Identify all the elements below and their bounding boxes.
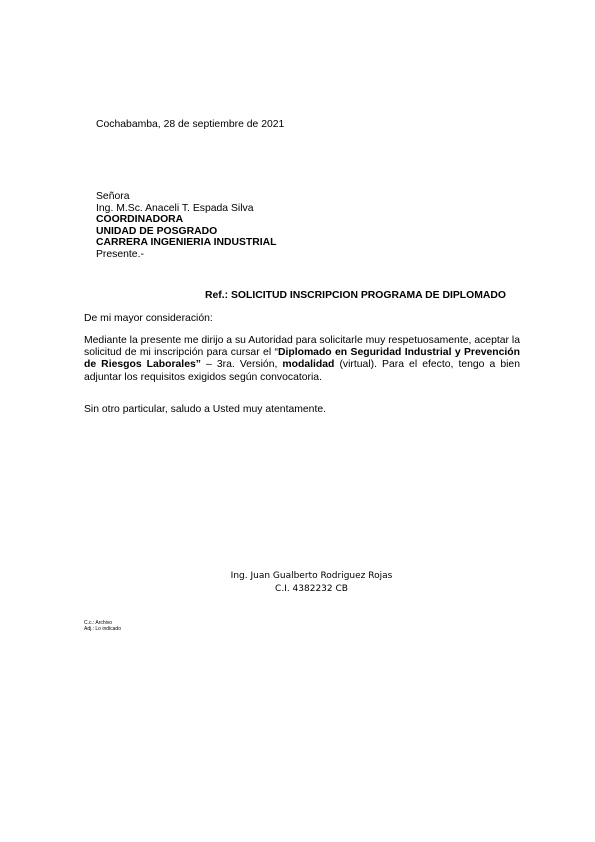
greeting: De mi mayor consideración:: [84, 313, 213, 324]
body-part-c: (virtual). Para el efecto, tengo a bien adjuntar los requisitos exigidos según convocatoria.: [84, 359, 520, 383]
recipient-unit: UNIDAD DE POSGRADO: [96, 225, 218, 237]
recipient-name: Ing. M.Sc. Anaceli T. Espada Silva: [96, 202, 254, 214]
body-part-b: – 3ra. Versión,: [200, 359, 283, 371]
signature-name: Ing. Juan Gualberto Rodriguez Rojas: [230, 571, 393, 581]
footnote-adj: Adj.: Lo indicado: [84, 626, 121, 632]
recipient-title: COORDINADORA: [96, 214, 184, 226]
date-line: Cochabamba, 28 de septiembre de 2021: [96, 119, 285, 130]
recipient-presente: Presente.-: [96, 248, 144, 260]
recipient-salutation: Señora: [96, 191, 130, 202]
program-name: Diplomado en Seguridad Industrial y Prevención de Riesgos Laborales”: [84, 347, 520, 371]
footnote-cc: C.c.: Archivo: [84, 620, 113, 626]
signature-ci: C.I. 4382232 CB: [275, 584, 348, 594]
closing-line: Sin otro particular, saludo a Usted muy atentamente.: [84, 404, 327, 415]
recipient-department: CARRERA INGENIERIA INDUSTRIAL: [96, 237, 277, 249]
body-line-1: Mediante la presente me dirijo a su Autoridad para solicitarle muy respetuosamente,: [84, 335, 472, 346]
body-part-a: aceptar la solicitud de mi inscripción para cursar el “: [84, 335, 520, 359]
body-paragraph: [84, 335, 520, 384]
reference-line: Ref.: SOLICITUD INSCRIPCION PROGRAMA DE DIPLOMADO: [205, 290, 506, 301]
modality-label: modalidad: [282, 359, 335, 371]
recipient-block: [96, 191, 277, 261]
